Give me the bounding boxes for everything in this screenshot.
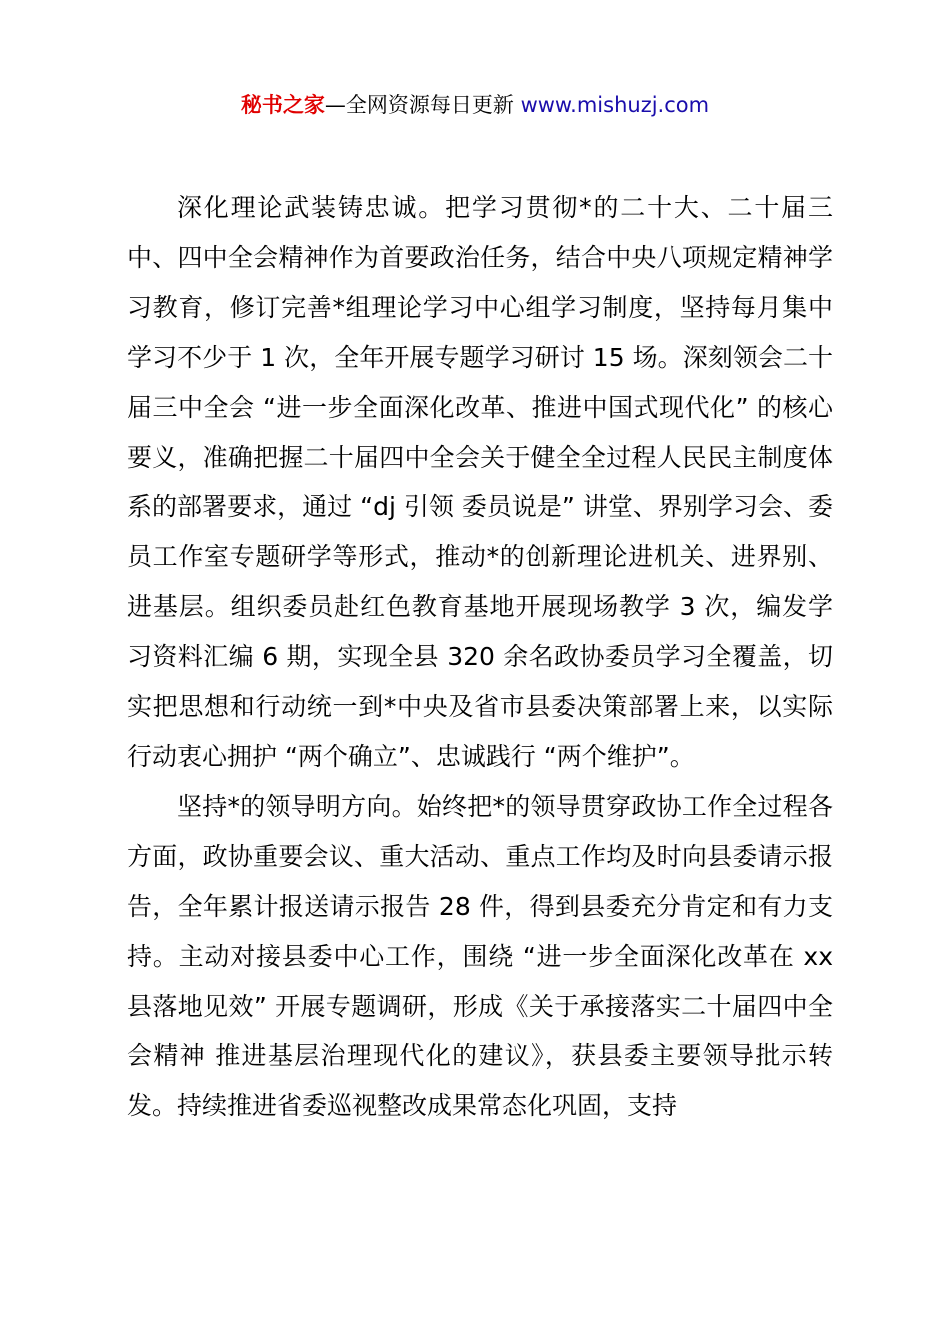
- site-url-link[interactable]: www.mishuzj.com: [520, 93, 710, 117]
- document-body: [127, 183, 833, 1131]
- brand-name: 秘书之家: [240, 93, 325, 117]
- header-tagline: —全网资源每日更新: [324, 93, 514, 117]
- page-header: [0, 88, 950, 122]
- paragraph-party-leadership: 坚持*的领导明方向。始终把*的领导贯穿政协工作全过程各方面，政协重要会议、重大活动、重点工作均及时向县委请示报告，全年累计报送请示报告 28 件，得到县委充分肯定和有力支持。主动对接县委中心工作，围绕 “进一步全面深化改革在 xx 县落地见效” 开展专题调研，形成《关于承接落实二十届四中全会精神 推进基层治理现代化的建议》，获县委主要领导批示转发。持续推进省委巡视整改成果常态化巩固，支持: [127, 791, 833, 1121]
- paragraph-theory-study: 深化理论武装铸忠诚。把学习贯彻*的二十大、二十届三中、四中全会精神作为首要政治任务，结合中央八项规定精神学习教育，修订完善*组理论学习中心组学习制度，坚持每月集中学习不少于 1 次，全年开展专题学习研讨 15 场。深刻领会二十届三中全会 “进一步全面深化改革、推进中国式现代化” 的核心要义，准确把握二十届四中全会关于健全全过程人民民主制度体系的部署要求，通过 “dj 引领 委员说是” 讲堂、界别学习会、委员工作室专题研学等形式，推动*的创新理论进机关、进界别、进基层。组织委员赴红色教育基地开展现场教学 3 次，编发学习资料汇编 6 期，实现全县 320 余名政协委员学习全覆盖，切实把思想和行动统一到*中央及省市县委决策部署上来，以实际行动衷心拥护 “两个确立”、忠诚践行 “两个维护”。: [127, 193, 833, 771]
